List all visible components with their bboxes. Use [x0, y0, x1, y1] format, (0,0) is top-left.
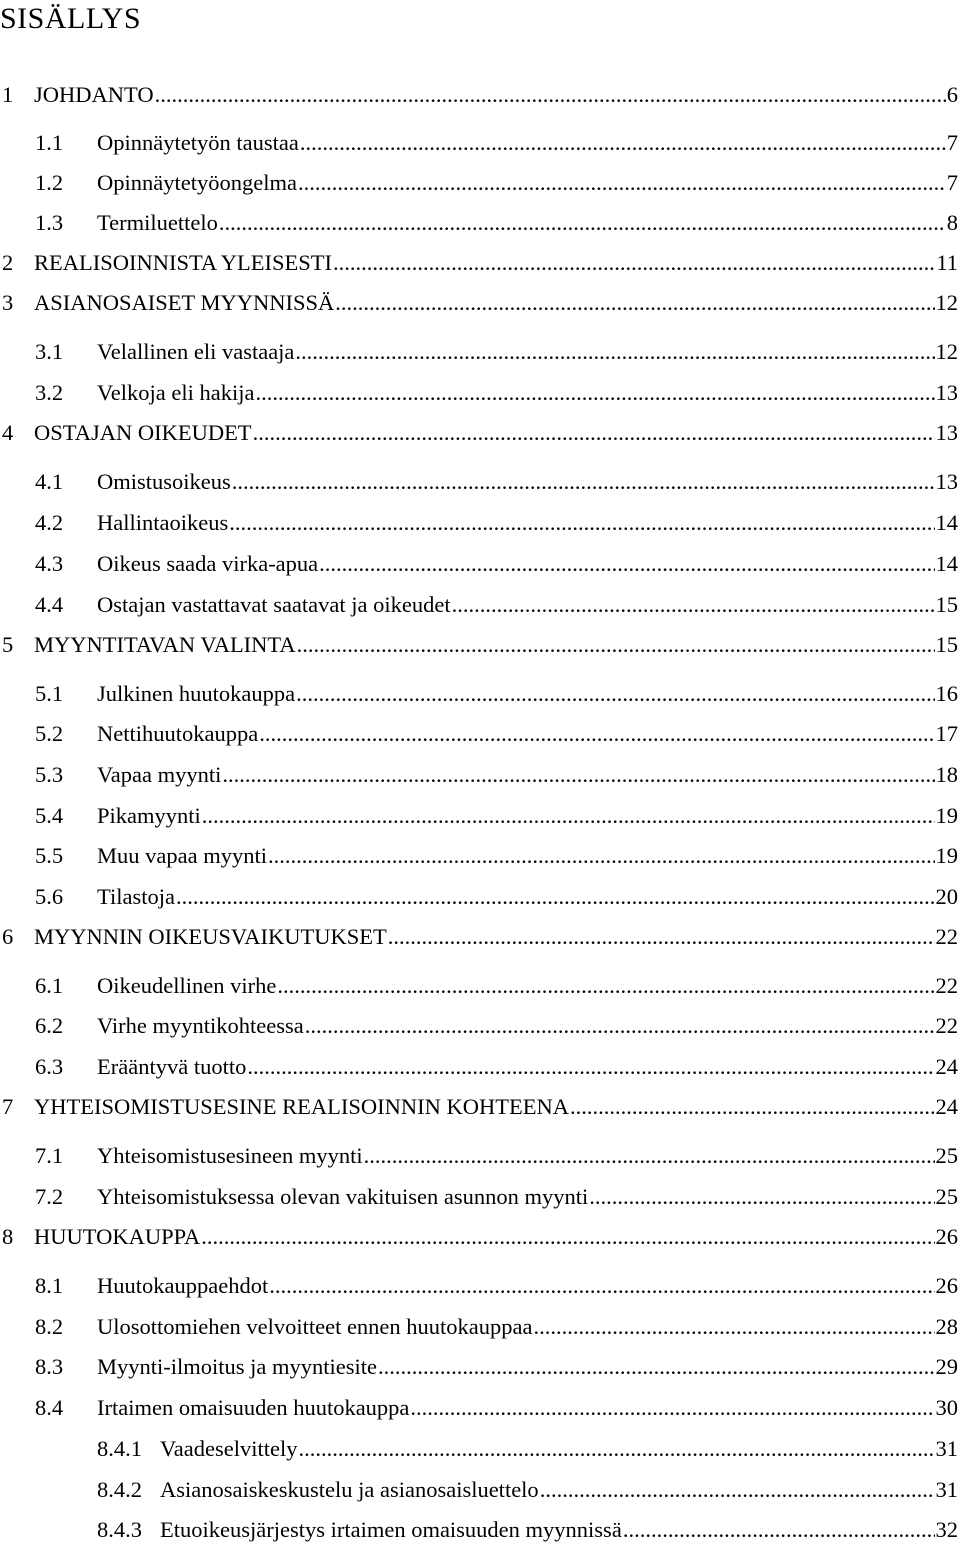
toc-entry-page: 13: [935, 420, 958, 445]
toc-dot-leader: [154, 81, 946, 109]
toc-dot-leader: [294, 338, 934, 366]
toc-entry-title: Huutokauppaehdot: [97, 1273, 269, 1298]
toc-entry-number: 8.4.1: [97, 1436, 142, 1461]
toc-entry-number: 3.1: [35, 339, 64, 364]
toc-entry-title: Opinnäytetyön taustaa: [97, 130, 299, 155]
toc-dot-leader: [276, 972, 934, 1000]
toc-entry-title: Tilastoja: [97, 884, 175, 909]
toc-dot-leader: [200, 1223, 934, 1251]
toc-entry-number: 4.1: [35, 469, 64, 494]
toc-entry-page: 6: [946, 82, 958, 107]
toc-dot-leader: [218, 209, 946, 237]
toc-entry-number: 8.3: [35, 1354, 64, 1379]
toc-entry-title: Oikeudellinen virhe: [97, 973, 277, 998]
toc-entry-number: 7.2: [35, 1184, 64, 1209]
toc-entry-title: Velkoja eli hakija: [97, 380, 255, 405]
toc-entry-page: 20: [935, 884, 958, 909]
toc-entry-number: 1: [2, 82, 14, 107]
toc-dot-leader: [622, 1516, 935, 1544]
toc-entry-number: 1.1: [35, 130, 64, 155]
toc-entry-title: Oikeus saada virka-apua: [97, 551, 319, 576]
toc-entry-page: 22: [935, 1013, 958, 1038]
toc-entry-title: HUUTOKAUPPA: [34, 1224, 201, 1249]
toc-entry-title: Opinnäytetyöongelma: [97, 170, 297, 195]
toc-entry-page: 31: [935, 1436, 958, 1461]
toc-dot-leader: [246, 1053, 934, 1081]
toc-dot-leader: [258, 720, 934, 748]
toc-entry-page: 13: [935, 380, 958, 405]
toc-entry-title: Omistusoikeus: [97, 469, 231, 494]
toc-entry[interactable]: [0, 680, 960, 708]
toc-dot-leader: [221, 761, 934, 789]
page-title: SISÄLLYS: [0, 2, 142, 35]
toc-entry[interactable]: [0, 1223, 960, 1251]
toc-entry-page: 12: [935, 290, 958, 315]
toc-entry-page: 11: [936, 250, 958, 275]
toc-entry[interactable]: [0, 379, 960, 407]
toc-entry[interactable]: [0, 1012, 960, 1040]
toc-entry-page: 25: [935, 1184, 958, 1209]
toc-dot-leader: [175, 883, 935, 911]
toc-entry[interactable]: [0, 923, 960, 951]
toc-entry-number: 2: [2, 250, 14, 275]
toc-entry-page: 7: [946, 130, 958, 155]
toc-entry-title: MYYNNIN OIKEUSVAIKUTUKSET: [34, 924, 387, 949]
toc-dot-leader: [451, 591, 935, 619]
toc-dot-leader: [334, 289, 934, 317]
toc-entry-number: 7.1: [35, 1143, 64, 1168]
toc-dot-leader: [387, 923, 935, 951]
toc-entry[interactable]: [0, 1516, 960, 1544]
toc-entry[interactable]: [0, 129, 960, 157]
toc-entry-page: 15: [935, 632, 958, 657]
toc-entry-number: 4.3: [35, 551, 64, 576]
toc-entry-title: Yhteisomistuksessa olevan vakituisen asunnon myynti: [97, 1184, 589, 1209]
toc-entry-number: 6.1: [35, 973, 64, 998]
toc-entry-number: 6.2: [35, 1013, 64, 1038]
toc-entry-number: 4.4: [35, 592, 64, 617]
toc-entry-number: 3: [2, 290, 14, 315]
toc-entry[interactable]: [0, 209, 960, 237]
toc-entry-page: 19: [935, 843, 958, 868]
toc-entry[interactable]: [0, 249, 960, 277]
toc-entry-title: JOHDANTO: [34, 82, 154, 107]
toc-entry-number: 5.5: [35, 843, 64, 868]
toc-dot-leader: [533, 1313, 935, 1341]
toc-dot-leader: [295, 680, 934, 708]
toc-entry-number: 1.2: [35, 170, 64, 195]
toc-entry[interactable]: [0, 972, 960, 1000]
toc-entry[interactable]: [0, 1394, 960, 1422]
toc-entry-title: Ostajan vastattavat saatavat ja oikeudet: [97, 592, 451, 617]
toc-entry-title: Velallinen eli vastaaja: [97, 339, 295, 364]
toc-entry-number: 6: [2, 924, 14, 949]
toc-entry-number: 5.6: [35, 884, 64, 909]
toc-entry-number: 1.3: [35, 210, 64, 235]
toc-entry[interactable]: [0, 1053, 960, 1081]
toc-entry-page: 14: [935, 510, 958, 535]
toc-entry[interactable]: [0, 169, 960, 197]
toc-dot-leader: [569, 1093, 935, 1121]
toc-entry-title: Hallintaoikeus: [97, 510, 229, 535]
toc-entry-title: Pikamyynti: [97, 803, 201, 828]
toc-entry[interactable]: [0, 761, 960, 789]
toc-entry-page: 24: [935, 1094, 958, 1119]
toc-entry[interactable]: [0, 720, 960, 748]
toc-entry-number: 6.3: [35, 1054, 64, 1079]
toc-entry-number: 8.4.3: [97, 1517, 142, 1542]
toc-dot-leader: [254, 379, 934, 407]
toc-dot-leader: [318, 550, 934, 578]
toc-entry-number: 5.2: [35, 721, 64, 746]
toc-entry-title: Julkinen huutokauppa: [97, 681, 296, 706]
toc-entry-number: 8.4.2: [97, 1477, 142, 1502]
toc-dot-leader: [252, 419, 935, 447]
toc-entry[interactable]: [0, 1142, 960, 1170]
toc-dot-leader: [267, 842, 935, 870]
toc-entry-page: 15: [935, 592, 958, 617]
toc-entry-page: 26: [935, 1273, 958, 1298]
toc-entry-number: 7: [2, 1094, 14, 1119]
toc-dot-leader: [296, 631, 935, 659]
toc-entry[interactable]: [0, 1476, 960, 1504]
toc-entry-page: 14: [935, 551, 958, 576]
toc-entry[interactable]: [0, 1353, 960, 1381]
toc-entry-number: 8.4: [35, 1395, 64, 1420]
toc-entry-page: 28: [935, 1314, 958, 1339]
toc-entry[interactable]: [0, 550, 960, 578]
toc-entry-page: 13: [935, 469, 958, 494]
toc-dot-leader: [297, 169, 946, 197]
toc-dot-leader: [409, 1394, 934, 1422]
toc-entry-title: Ulosottomiehen velvoitteet ennen huutokauppaa: [97, 1314, 533, 1339]
toc-entry-page: 32: [935, 1517, 958, 1542]
toc-entry-number: 5.1: [35, 681, 64, 706]
toc-dot-leader: [201, 802, 935, 830]
toc-entry-title: Muu vapaa myynti: [97, 843, 267, 868]
toc-entry-title: Asianosaiskeskustelu ja asianosaisluettelo: [160, 1477, 539, 1502]
toc-entry-title: Virhe myyntikohteessa: [97, 1013, 304, 1038]
toc-entry-page: 31: [935, 1477, 958, 1502]
toc-entry[interactable]: [0, 1183, 960, 1211]
toc-entry[interactable]: [0, 591, 960, 619]
toc-entry-number: 8.1: [35, 1273, 64, 1298]
toc-entry-page: 22: [935, 924, 958, 949]
toc-entry-title: Vapaa myynti: [97, 762, 222, 787]
toc-entry-page: 7: [946, 170, 958, 195]
toc-entry-title: Irtaimen omaisuuden huutokauppa: [97, 1395, 410, 1420]
toc-dot-leader: [228, 509, 934, 537]
toc-entry[interactable]: [0, 631, 960, 659]
toc-dot-leader: [304, 1012, 935, 1040]
toc-entry[interactable]: [0, 81, 960, 109]
toc-entry-title: Vaadeselvittely: [160, 1436, 298, 1461]
toc-entry-title: Erääntyvä tuotto: [97, 1054, 247, 1079]
toc-entry[interactable]: [0, 1093, 960, 1121]
toc-entry-number: 5.4: [35, 803, 64, 828]
toc-entry[interactable]: [0, 883, 960, 911]
toc-entry-title: Etuoikeusjärjestys irtaimen omaisuuden myynnissä: [160, 1517, 622, 1542]
toc-entry-page: 29: [935, 1354, 958, 1379]
toc-entry-page: 17: [935, 721, 958, 746]
toc-entry-page: 16: [935, 681, 958, 706]
toc-entry-page: 12: [935, 339, 958, 364]
toc-dot-leader: [231, 468, 935, 496]
toc-entry-number: 4: [2, 420, 14, 445]
toc-entry-page: 26: [935, 1224, 958, 1249]
toc-entry-page: 18: [935, 762, 958, 787]
toc-entry[interactable]: [0, 338, 960, 366]
toc-dot-leader: [377, 1353, 935, 1381]
toc-dot-leader: [299, 129, 946, 157]
toc-entry-number: 5.3: [35, 762, 64, 787]
toc-entry-number: 8.2: [35, 1314, 64, 1339]
toc-entry-page: 22: [935, 973, 958, 998]
toc-dot-leader: [297, 1435, 934, 1463]
toc-entry-title: Yhteisomistusesineen myynti: [97, 1143, 363, 1168]
toc-entry-title: Nettihuutokauppa: [97, 721, 259, 746]
toc-entry-number: 4.2: [35, 510, 64, 535]
toc-entry[interactable]: [0, 468, 960, 496]
toc-entry-title: Termiluettelo: [97, 210, 218, 235]
toc-entry-title: MYYNTITAVAN VALINTA: [34, 632, 296, 657]
toc-entry[interactable]: [0, 802, 960, 830]
toc-entry-page: 25: [935, 1143, 958, 1168]
toc-entry[interactable]: [0, 1313, 960, 1341]
toc-entry[interactable]: [0, 842, 960, 870]
toc-entry-title: YHTEISOMISTUSESINE REALISOINNIN KOHTEENA: [34, 1094, 569, 1119]
toc-entry-title: OSTAJAN OIKEUDET: [34, 420, 252, 445]
toc-entry-page: 19: [935, 803, 958, 828]
toc-entry-page: 30: [935, 1395, 958, 1420]
toc-entry-number: 3.2: [35, 380, 64, 405]
toc-entry[interactable]: [0, 289, 960, 317]
toc-entry-title: ASIANOSAISET MYYNNISSÄ: [34, 290, 335, 315]
toc-entry-number: 5: [2, 632, 14, 657]
toc-entry[interactable]: [0, 1435, 960, 1463]
toc-entry[interactable]: [0, 419, 960, 447]
toc-entry-number: 8: [2, 1224, 14, 1249]
toc-entry[interactable]: [0, 1272, 960, 1300]
toc-dot-leader: [539, 1476, 935, 1504]
toc-entry-page: 8: [946, 210, 958, 235]
toc-dot-leader: [332, 249, 935, 277]
toc-entry-page: 24: [935, 1054, 958, 1079]
toc-dot-leader: [268, 1272, 934, 1300]
toc-dot-leader: [363, 1142, 935, 1170]
toc-entry-title: Myynti-ilmoitus ja myyntiesite: [97, 1354, 377, 1379]
toc-entry[interactable]: [0, 509, 960, 537]
toc-dot-leader: [588, 1183, 934, 1211]
toc-entry-title: REALISOINNISTA YLEISESTI: [34, 250, 332, 275]
